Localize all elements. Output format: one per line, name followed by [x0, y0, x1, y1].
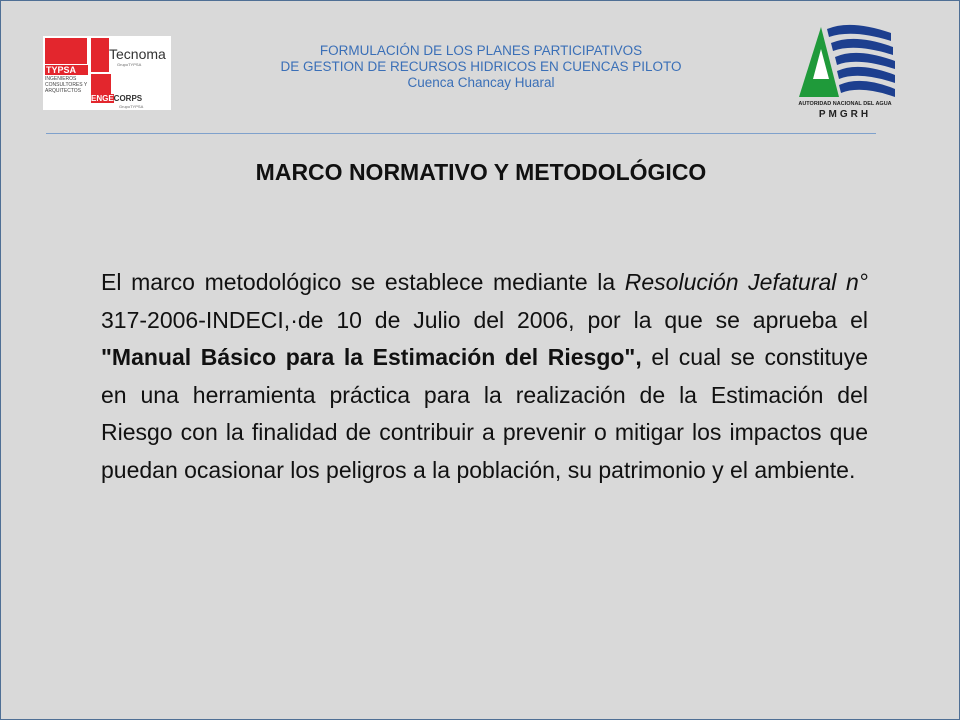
- body-paragraph: [101, 264, 868, 490]
- ana-logo: [791, 19, 899, 129]
- slide-title: MARCO NORMATIVO Y METODOLÓGICO: [255, 159, 707, 185]
- typsa-subtitle: INGENIEROS CONSULTORES Y ARQUITECTOS: [45, 76, 88, 94]
- header-text: [201, 43, 761, 91]
- pmgrh-acronym: PMGRH: [818, 109, 872, 120]
- typsa-red-block: [45, 38, 87, 64]
- header-line-3: Cuenca Chancay Huaral: [407, 75, 555, 90]
- typsa-logo: [45, 38, 87, 106]
- tecnoma-red-block: [91, 38, 109, 72]
- tecnoma-group: GrupoTYPSA: [117, 62, 142, 67]
- engecorps-red-block: [91, 74, 111, 96]
- header-line-2: DE GESTION DE RECURSOS HIDRICOS EN CUENCAS PILOTO: [280, 59, 682, 74]
- body-part-2: 317-2006-INDECI,·de 10 de Julio del 2006, por la que se aprueba el: [101, 306, 868, 333]
- header-divider: [46, 133, 876, 134]
- body-italic: Resolución Jefatural n°: [624, 269, 868, 295]
- engecorps-group: GrupoTYPSA: [119, 104, 144, 109]
- tecnoma-name: Tecnoma: [109, 46, 166, 62]
- ana-name: AUTORIDAD NACIONAL DEL AGUA: [798, 101, 892, 107]
- body-part-3: el cual se constituye en una herramienta práctica para la realización de la Estimación del Riesgo con la finalidad de contribuir a prevenir o mitigar los impactos que puedan ocasionar los peligros a la población, su patrimonio y el ambiente.: [101, 344, 868, 483]
- header-line-1: FORMULACIÓN DE LOS PLANES PARTICIPATIVOS: [319, 43, 643, 58]
- body-bold: "Manual Básico para la Estimación del Riesgo",: [101, 344, 642, 371]
- typsa-name: TYPSA: [45, 65, 88, 75]
- engecorps-name: ENGECORPS: [91, 94, 143, 103]
- body-part-1: El marco metodológico se establece mediante la: [101, 269, 625, 295]
- partners-logo: [43, 36, 171, 110]
- ana-emblem-icon: [791, 19, 899, 101]
